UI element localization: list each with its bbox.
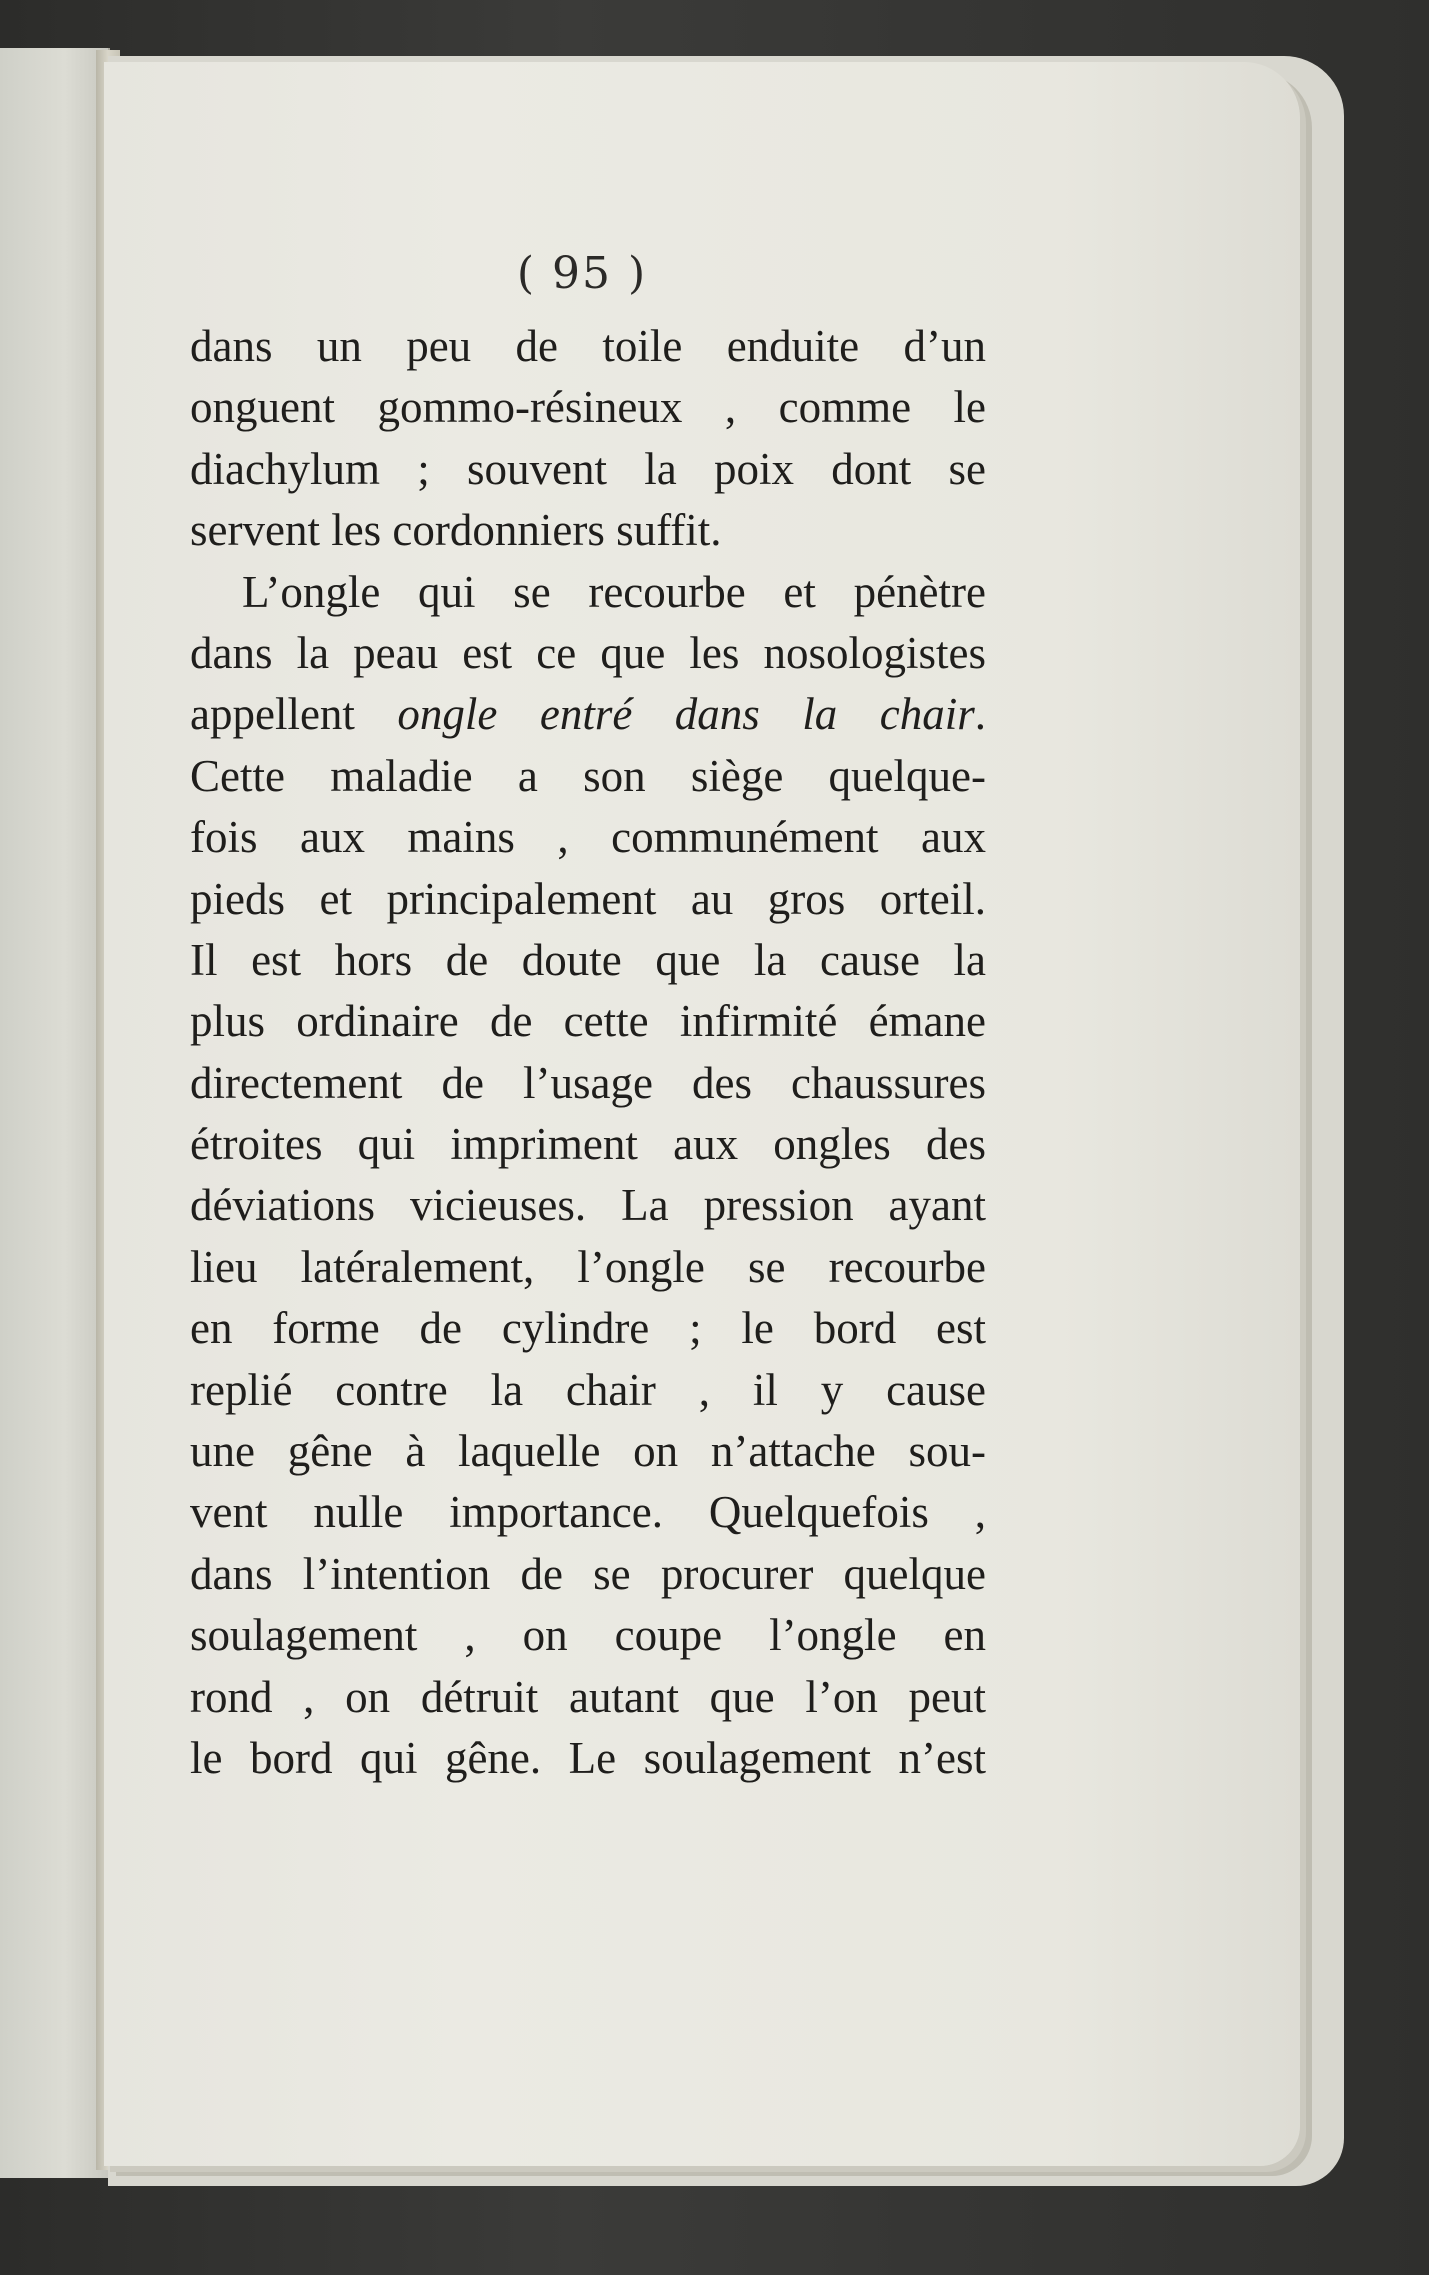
text-line: une gêne à laquelle on n’attache sou-: [190, 1426, 986, 1477]
body-text: [190, 316, 986, 1789]
text-line: dans la peau est ce que les nosologistes: [190, 627, 986, 678]
text-line: lieu latéralement, l’ongle se recourbe: [190, 1241, 986, 1292]
text-line: replié contre la chair , il y cause: [190, 1364, 986, 1415]
text-line: étroites qui impriment aux ongles des: [190, 1119, 986, 1170]
italic-term: ongle entré dans la chair: [397, 689, 975, 740]
text-line: fois aux mains , communément aux: [190, 812, 986, 863]
text-line: plus ordinaire de cette infirmité émane: [190, 996, 986, 1047]
text-line: vent nulle importance. Quelquefois ,: [190, 1487, 986, 1538]
page-number: ( 95 ): [516, 248, 648, 299]
text-line: Cette maladie a son siège quelque-: [190, 750, 986, 801]
text-line-with-italic: [190, 684, 986, 745]
text-line: soulagement , on coupe l’ongle en: [190, 1610, 986, 1661]
text-line: rond , on détruit autant que l’on peut: [190, 1671, 986, 1722]
text-line: en forme de cylindre ; le bord est: [190, 1303, 986, 1354]
text-fragment: appellent: [190, 689, 398, 740]
text-line: déviations vicieuses. La pression ayant: [190, 1180, 986, 1231]
text-line: le bord qui gêne. Le soulagement n’est: [190, 1732, 986, 1783]
paragraph-first-line: L’ongle qui se recourbe et pénètre: [242, 566, 986, 617]
text-fragment: .: [974, 689, 986, 740]
facing-page-edge: [0, 48, 110, 2178]
text-line: onguent gommo-résineux , comme le: [190, 382, 986, 433]
text-line: directement de l’usage des chaussures: [190, 1057, 986, 1108]
text-line: pieds et principalement au gros orteil.: [190, 873, 986, 924]
text-line: diachylum ; souvent la poix dont se: [190, 443, 986, 494]
text-line: Il est hors de doute que la cause la: [190, 934, 986, 985]
text-line: dans un peu de toile enduite d’un: [190, 321, 986, 371]
text-line: servent les cordonniers suffit.: [190, 505, 722, 556]
text-line: dans l’intention de se procurer quelque: [190, 1548, 986, 1599]
